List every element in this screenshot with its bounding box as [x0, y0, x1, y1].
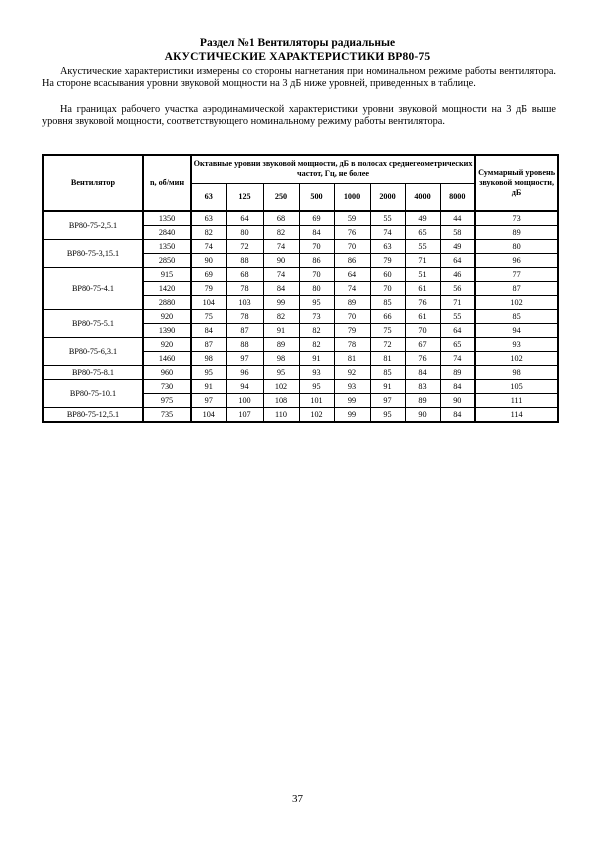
level-cell: 82 — [299, 338, 334, 352]
level-cell: 69 — [299, 211, 334, 226]
level-cell: 99 — [334, 394, 370, 408]
level-cell: 82 — [263, 226, 299, 240]
level-cell: 70 — [334, 240, 370, 254]
level-cell: 70 — [334, 310, 370, 324]
total-level-header: Суммарный уровень звуковой мощности, дБ — [475, 155, 558, 211]
level-cell: 81 — [370, 352, 405, 366]
level-cell: 98 — [263, 352, 299, 366]
rpm-cell: 730 — [143, 380, 191, 394]
total-level-cell: 105 — [475, 380, 558, 394]
level-cell: 89 — [405, 394, 440, 408]
table-row — [43, 240, 558, 254]
level-cell: 61 — [405, 310, 440, 324]
total-level-cell: 102 — [475, 296, 558, 310]
level-cell: 84 — [405, 366, 440, 380]
level-cell: 76 — [334, 226, 370, 240]
level-cell: 91 — [370, 380, 405, 394]
fan-column-header: Вентилятор — [43, 155, 143, 211]
level-cell: 83 — [405, 380, 440, 394]
level-cell: 91 — [299, 352, 334, 366]
level-cell: 75 — [191, 310, 226, 324]
level-cell: 96 — [226, 366, 263, 380]
level-cell: 99 — [334, 408, 370, 423]
level-cell: 95 — [263, 366, 299, 380]
level-cell: 63 — [191, 211, 226, 226]
table-header — [43, 155, 558, 211]
level-cell: 108 — [263, 394, 299, 408]
paragraph-measurement-note: Акустические характеристики измерены со стороны нагнетания при номинальном режиме работы вентилятора. На стороне всасывания уровни звуковой мощности на 3 дБ ниже уровней, приведенных в таблице. — [42, 66, 556, 90]
level-cell: 95 — [191, 366, 226, 380]
level-cell: 82 — [299, 324, 334, 338]
level-cell: 68 — [226, 268, 263, 282]
band-header: 500 — [299, 183, 334, 211]
level-cell: 90 — [440, 394, 475, 408]
rpm-cell: 735 — [143, 408, 191, 423]
total-level-cell: 114 — [475, 408, 558, 423]
level-cell: 102 — [299, 408, 334, 423]
level-cell: 72 — [226, 240, 263, 254]
table-body — [43, 211, 558, 422]
level-cell: 74 — [263, 240, 299, 254]
total-level-cell: 111 — [475, 394, 558, 408]
level-cell: 71 — [405, 254, 440, 268]
section-title: Раздел №1 Вентиляторы радиальные — [199, 37, 396, 49]
band-header: 1000 — [334, 183, 370, 211]
table-row — [43, 380, 558, 394]
total-level-cell: 93 — [475, 338, 558, 352]
level-cell: 90 — [263, 254, 299, 268]
level-cell: 89 — [263, 338, 299, 352]
table-row — [43, 338, 558, 352]
band-header: 2000 — [370, 183, 405, 211]
level-cell: 86 — [334, 254, 370, 268]
level-cell: 104 — [191, 408, 226, 423]
table-row — [43, 211, 558, 226]
level-cell: 74 — [334, 282, 370, 296]
fan-model-cell: ВР80-75-2,5.1 — [43, 211, 143, 240]
level-cell: 90 — [191, 254, 226, 268]
level-cell: 65 — [440, 338, 475, 352]
level-cell: 70 — [299, 240, 334, 254]
level-cell: 65 — [405, 226, 440, 240]
level-cell: 82 — [263, 310, 299, 324]
level-cell: 44 — [440, 211, 475, 226]
level-cell: 79 — [370, 254, 405, 268]
level-cell: 67 — [405, 338, 440, 352]
level-cell: 70 — [405, 324, 440, 338]
rpm-cell: 1390 — [143, 324, 191, 338]
fan-model-cell: ВР80-75-10.1 — [43, 380, 143, 408]
level-cell: 51 — [405, 268, 440, 282]
level-cell: 110 — [263, 408, 299, 423]
document-subtitle: АКУСТИЧЕСКИЕ ХАРАКТЕРИСТИКИ ВР80-75 — [164, 51, 431, 63]
level-cell: 70 — [370, 282, 405, 296]
level-cell: 93 — [299, 366, 334, 380]
level-cell: 74 — [191, 240, 226, 254]
level-cell: 97 — [191, 394, 226, 408]
level-cell: 84 — [191, 324, 226, 338]
rpm-cell: 2850 — [143, 254, 191, 268]
level-cell: 64 — [226, 211, 263, 226]
level-cell: 76 — [405, 296, 440, 310]
level-cell: 103 — [226, 296, 263, 310]
level-cell: 94 — [226, 380, 263, 394]
level-cell: 95 — [299, 296, 334, 310]
total-level-cell: 80 — [475, 240, 558, 254]
total-level-cell: 89 — [475, 226, 558, 240]
rpm-cell: 920 — [143, 338, 191, 352]
fan-model-cell: ВР80-75-4.1 — [43, 268, 143, 310]
level-cell: 97 — [370, 394, 405, 408]
rpm-cell: 1420 — [143, 282, 191, 296]
level-cell: 91 — [263, 324, 299, 338]
rpm-cell: 1350 — [143, 240, 191, 254]
level-cell: 107 — [226, 408, 263, 423]
band-header: 250 — [263, 183, 299, 211]
level-cell: 71 — [440, 296, 475, 310]
level-cell: 55 — [405, 240, 440, 254]
level-cell: 63 — [370, 240, 405, 254]
level-cell: 74 — [370, 226, 405, 240]
level-cell: 61 — [405, 282, 440, 296]
level-cell: 101 — [299, 394, 334, 408]
rpm-cell: 2880 — [143, 296, 191, 310]
band-header: 8000 — [440, 183, 475, 211]
level-cell: 84 — [440, 408, 475, 423]
level-cell: 97 — [226, 352, 263, 366]
level-cell: 60 — [370, 268, 405, 282]
level-cell: 80 — [226, 226, 263, 240]
level-cell: 88 — [226, 338, 263, 352]
octave-levels-header: Октавные уровни звуковой мощности, дБ в полосах среднегеометрических частот, Гц, не более — [191, 155, 475, 183]
rpm-cell: 920 — [143, 310, 191, 324]
table-row — [43, 408, 558, 423]
total-level-cell: 98 — [475, 366, 558, 380]
level-cell: 99 — [263, 296, 299, 310]
band-header: 4000 — [405, 183, 440, 211]
level-cell: 64 — [440, 254, 475, 268]
level-cell: 74 — [440, 352, 475, 366]
total-level-cell: 73 — [475, 211, 558, 226]
level-cell: 49 — [440, 240, 475, 254]
fan-model-cell: ВР80-75-6,3.1 — [43, 338, 143, 366]
level-cell: 46 — [440, 268, 475, 282]
level-cell: 78 — [226, 282, 263, 296]
fan-model-cell: ВР80-75-3,15.1 — [43, 240, 143, 268]
level-cell: 88 — [226, 254, 263, 268]
level-cell: 64 — [334, 268, 370, 282]
level-cell: 58 — [440, 226, 475, 240]
fan-model-cell: ВР80-75-8.1 — [43, 366, 143, 380]
level-cell: 87 — [191, 338, 226, 352]
level-cell: 76 — [405, 352, 440, 366]
level-cell: 73 — [299, 310, 334, 324]
total-level-cell: 102 — [475, 352, 558, 366]
table-row — [43, 366, 558, 380]
level-cell: 78 — [226, 310, 263, 324]
level-cell: 72 — [370, 338, 405, 352]
level-cell: 70 — [299, 268, 334, 282]
total-level-cell: 96 — [475, 254, 558, 268]
level-cell: 98 — [191, 352, 226, 366]
rpm-column-header: n, об/мин — [143, 155, 191, 211]
level-cell: 55 — [440, 310, 475, 324]
level-cell: 79 — [191, 282, 226, 296]
level-cell: 80 — [299, 282, 334, 296]
fan-model-cell: ВР80-75-5.1 — [43, 310, 143, 338]
rpm-cell: 960 — [143, 366, 191, 380]
table-row — [43, 310, 558, 324]
level-cell: 78 — [334, 338, 370, 352]
level-cell: 64 — [440, 324, 475, 338]
level-cell: 86 — [299, 254, 334, 268]
level-cell: 95 — [299, 380, 334, 394]
level-cell: 89 — [334, 296, 370, 310]
level-cell: 84 — [299, 226, 334, 240]
level-cell: 87 — [226, 324, 263, 338]
fan-model-cell: ВР80-75-12,5.1 — [43, 408, 143, 423]
paragraph-boundary-note: На границах рабочего участка аэродинамической характеристики уровни звуковой мощности на 3 дБ выше уровня звуковой мощности, соответствующего номинальному режиму работы вентилятора. — [42, 104, 556, 128]
rpm-cell: 975 — [143, 394, 191, 408]
level-cell: 49 — [405, 211, 440, 226]
total-level-cell: 85 — [475, 310, 558, 324]
level-cell: 91 — [191, 380, 226, 394]
band-header: 125 — [226, 183, 263, 211]
page-number: 37 — [292, 793, 303, 805]
level-cell: 82 — [191, 226, 226, 240]
level-cell: 85 — [370, 366, 405, 380]
level-cell: 56 — [440, 282, 475, 296]
level-cell: 55 — [370, 211, 405, 226]
rpm-cell: 1460 — [143, 352, 191, 366]
level-cell: 85 — [370, 296, 405, 310]
level-cell: 90 — [405, 408, 440, 423]
level-cell: 69 — [191, 268, 226, 282]
level-cell: 59 — [334, 211, 370, 226]
level-cell: 100 — [226, 394, 263, 408]
level-cell: 104 — [191, 296, 226, 310]
rpm-cell: 915 — [143, 268, 191, 282]
level-cell: 74 — [263, 268, 299, 282]
level-cell: 81 — [334, 352, 370, 366]
total-level-cell: 87 — [475, 282, 558, 296]
level-cell: 68 — [263, 211, 299, 226]
total-level-cell: 77 — [475, 268, 558, 282]
rpm-cell: 2840 — [143, 226, 191, 240]
level-cell: 102 — [263, 380, 299, 394]
acoustic-table — [42, 154, 559, 423]
level-cell: 79 — [334, 324, 370, 338]
total-level-cell: 94 — [475, 324, 558, 338]
level-cell: 75 — [370, 324, 405, 338]
rpm-cell: 1350 — [143, 211, 191, 226]
table-row — [43, 268, 558, 282]
level-cell: 92 — [334, 366, 370, 380]
level-cell: 84 — [440, 380, 475, 394]
level-cell: 89 — [440, 366, 475, 380]
band-header: 63 — [191, 183, 226, 211]
level-cell: 95 — [370, 408, 405, 423]
level-cell: 66 — [370, 310, 405, 324]
level-cell: 93 — [334, 380, 370, 394]
level-cell: 84 — [263, 282, 299, 296]
